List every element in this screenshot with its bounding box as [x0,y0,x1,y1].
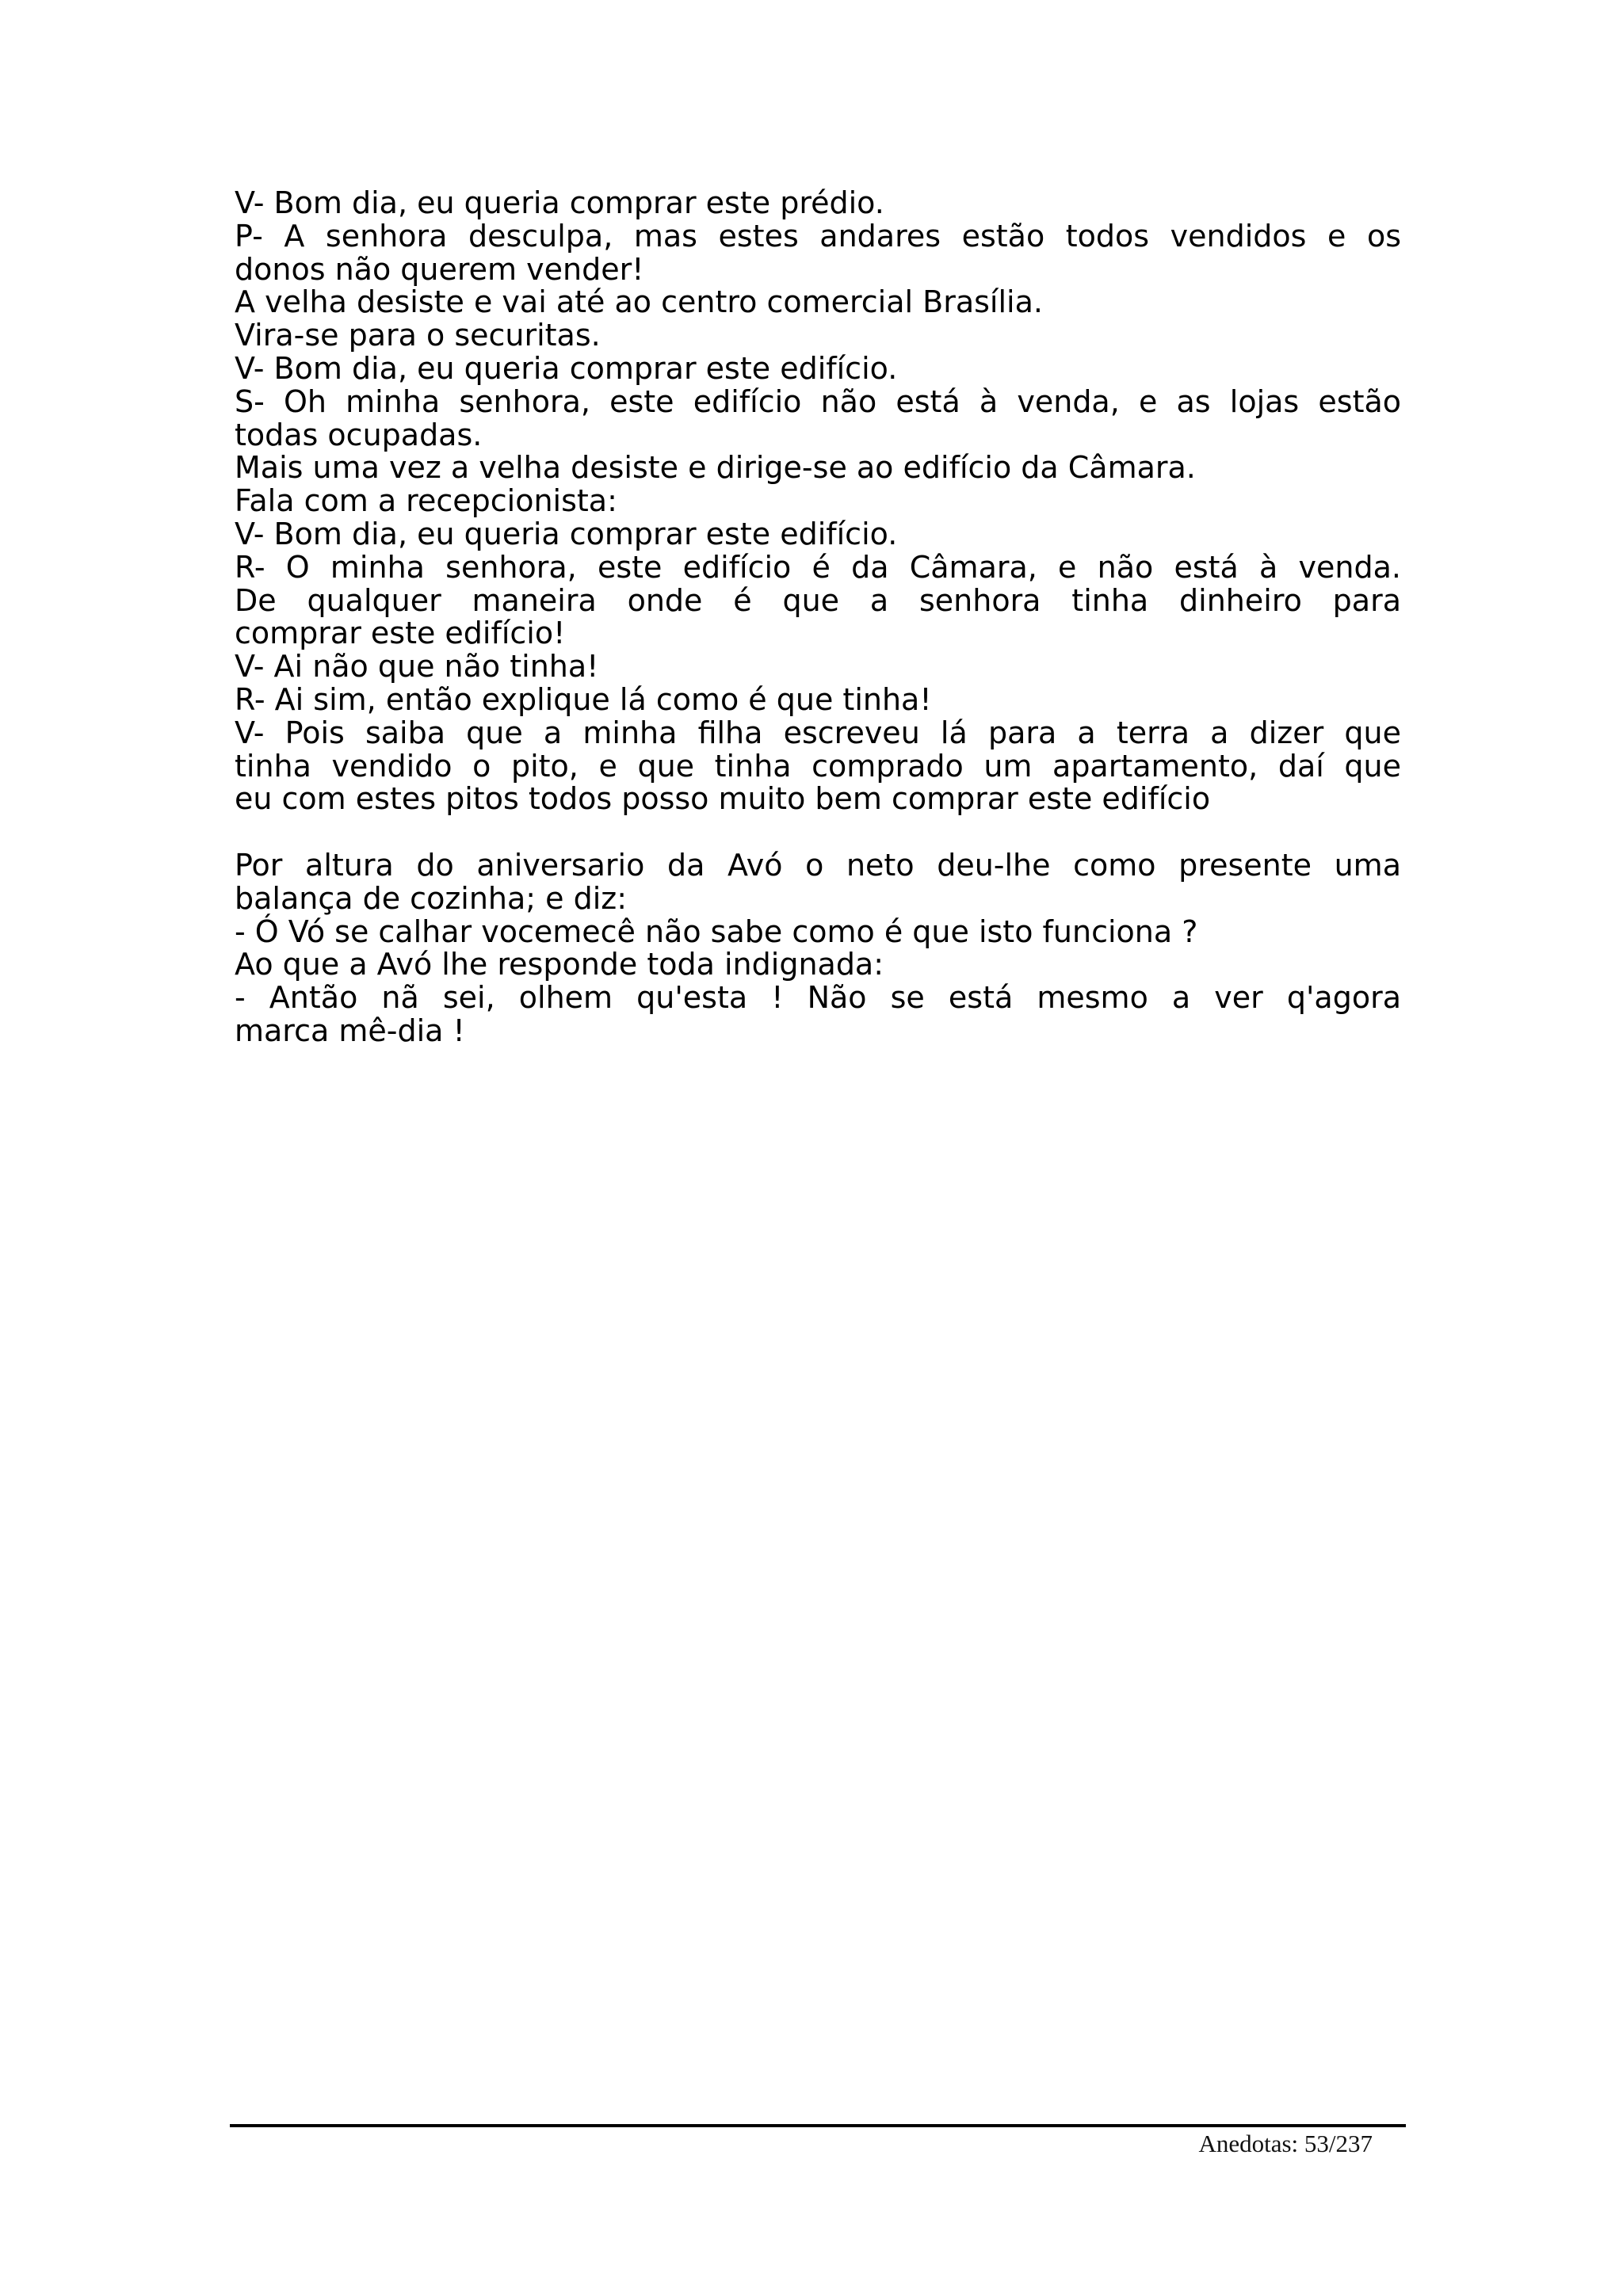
text-line: Por altura do aniversario da Avó o neto deu-lhe como presente uma [235,847,1401,883]
text-line: Fala com a recepcionista: [235,483,617,519]
text-line: R- Ai sim, então explique lá como é que tinha! [235,681,932,717]
text-line: - Antão nã sei, olhem qu'esta ! Não se está mesmo a ver q'agora [235,980,1401,1016]
paragraph-gap [235,816,1401,849]
text-line: R- O minha senhora, este edifício é da Câmara, e não está à venda. [235,549,1401,585]
text-line: marca mê-dia ! [235,1013,465,1048]
text-line: donos não querem vender! [235,251,644,287]
text-line: V- Pois saiba que a minha filha escreveu lá para a terra a dizer que [235,715,1401,750]
text-line: comprar este edifício! [235,616,566,651]
text-line: Mais uma vez a velha desiste e dirige-se ao edifício da Câmara. [235,450,1196,486]
text-line: Vira-se para o securitas. [235,318,601,353]
text-line: tinha vendido o pito, e que tinha comprado um apartamento, daí que [235,748,1401,784]
text-line: S- Oh minha senhora, este edifício não está à venda, e as lojas estão [235,383,1401,419]
text-line: V- Bom dia, eu queria comprar este prédio. [235,185,884,220]
page-number: Anedotas: 53/237 [1198,2130,1373,2157]
text-line: Ao que a Avó lhe responde toda indignada: [235,947,884,982]
footer-divider [230,2124,1406,2127]
document-body [235,187,1401,1048]
text-line: De qualquer maneira onde é que a senhora tinha dinheiro para [235,582,1401,618]
text-line: - Ó Vó se calhar vocemecê não sabe como é que isto funciona ? [235,913,1198,949]
text-line: eu com estes pitos todos posso muito bem comprar este edifício [235,781,1211,817]
text-line: A velha desiste e vai até ao centro comercial Brasília. [235,284,1043,320]
text-line: balança de cozinha; e diz: [235,880,628,916]
text-line: V- Bom dia, eu queria comprar este edifício. [235,516,898,551]
text-line: P- A senhora desculpa, mas estes andares estão todos vendidos e os [235,218,1401,254]
text-line: V- Bom dia, eu queria comprar este edifício. [235,350,898,386]
text-line: todas ocupadas. [235,417,483,452]
text-line: V- Ai não que não tinha! [235,649,599,685]
